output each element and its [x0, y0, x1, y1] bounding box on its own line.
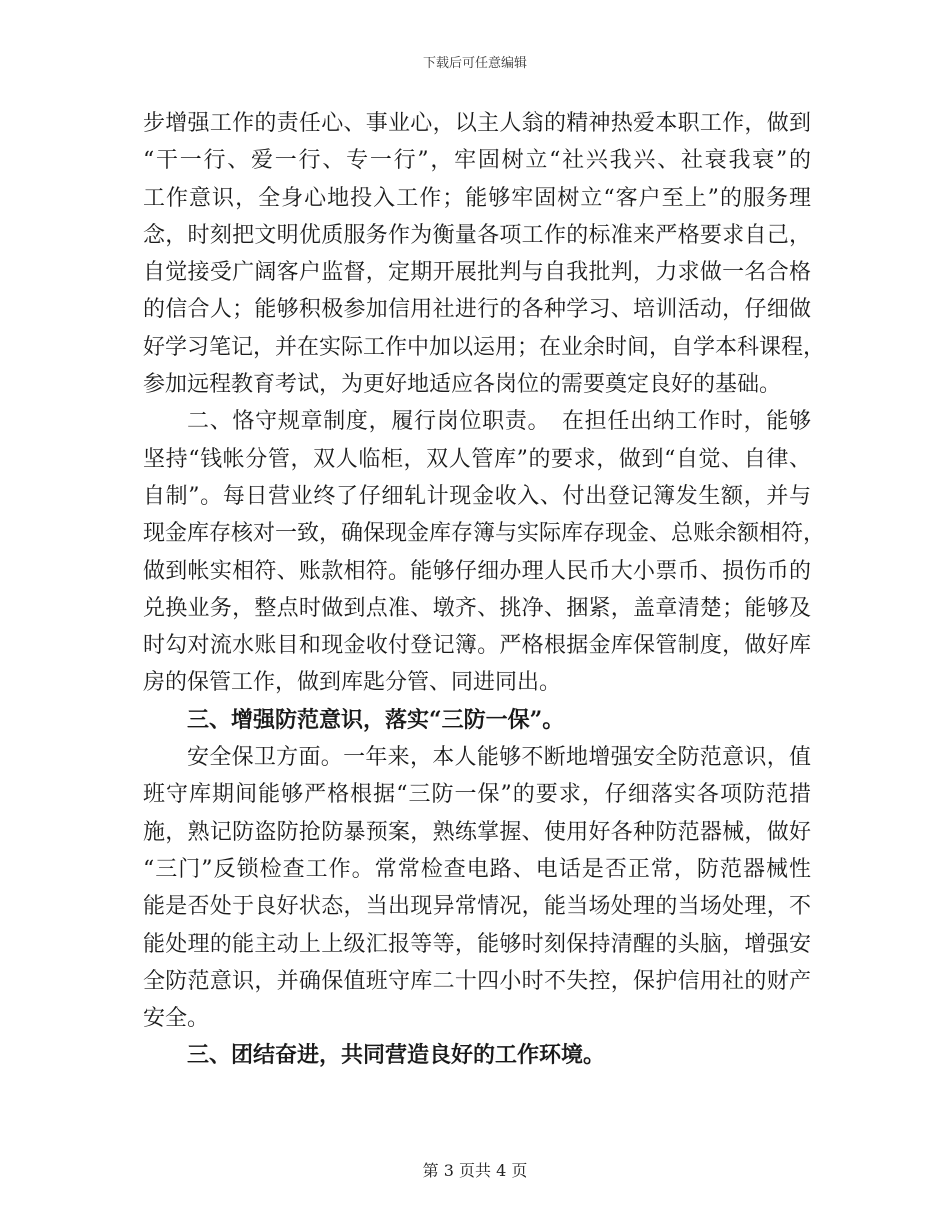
text-line: 步增强工作的责任心、事业心，以主人翁的精神热爱本职工作，做到 [143, 111, 811, 136]
text-line: 现金库存核对一致，确保现金库存簿与实际库存现金、总账余额相符， [143, 521, 826, 547]
text-line: 二、恪守规章制度，履行岗位职责。 在担任出纳工作时，能够 [187, 409, 811, 435]
section-heading: 三、团结奋进，共同营造良好的工作环境。 [187, 1042, 606, 1069]
text-line: 安全。 [143, 1006, 210, 1032]
text-line: 兑换业务，整点时做到点准、墩齐、挑净、捆紧，盖章清楚；能够及 [143, 595, 811, 621]
text-line: 房的保管工作，做到库匙分管、同进同出。 [143, 670, 562, 696]
text-line: 施，熟记防盗防抢防暴预案，熟练掌握、使用好各种防范器械，做好 [143, 819, 811, 845]
text-line: 工作意识，全身心地投入工作；能够牢固树立“客户至上”的服务理 [143, 185, 811, 211]
text-line: 班守库期间能够严格根据“三防一保”的要求，仔细落实各项防范措 [143, 782, 811, 808]
text-line: 全防范意识，并确保值班守库二十四小时不失控，保护信用社的财产 [143, 968, 811, 994]
text-line: 自觉接受广阔客户监督，定期开展批判与自我批判，力求做一名合格 [143, 260, 811, 286]
section-heading: 三、增强防范意识，落实“三防一保”。 [187, 706, 565, 733]
text-line: 好学习笔记，并在实际工作中加以运用；在业余时间，自学本科课程， [143, 334, 826, 360]
text-line: 自制”。每日营业终了仔细轧计现金收入、付出登记簿发生额，并与 [143, 483, 811, 509]
text-line: “干一行、爱一行、专一行”，牢固树立“社兴我兴、社衰我衰”的 [143, 148, 811, 174]
text-line: 能是否处于良好状态，当出现异常情况，能当场处理的当场处理，不 [143, 894, 811, 920]
text-line: 坚持“钱帐分管，双人临柜，双人管库”的要求，做到“自觉、自律、 [143, 446, 811, 472]
text-line: “三门”反锁检查工作。常常检查电路、电话是否正常，防范器械性 [143, 856, 811, 882]
document-body [143, 105, 826, 1075]
text-line: 做到帐实相符、账款相符。能够仔细办理人民币大小票币、损伤币的 [143, 558, 811, 584]
text-line: 安全保卫方面。一年来，本人能够不断地增强安全防范意识，值 [187, 745, 811, 771]
page-header: 下载后可任意编辑 [422, 56, 527, 71]
text-line: 能处理的能主动上上级汇报等等，能够时刻保持清醒的头脑，增强安 [143, 931, 811, 957]
text-line: 的信合人；能够积极参加信用社进行的各种学习、培训活动，仔细做 [143, 297, 811, 323]
text-line: 念，时刻把文明优质服务作为衡量各项工作的标准来严格要求自己， [143, 222, 811, 248]
text-line: 参加远程教育考试，为更好地适应各岗位的需要奠定良好的基础。 [143, 372, 782, 398]
text-line: 时勾对流水账目和现金收付登记簿。严格根据金库保管制度，做好库 [143, 633, 811, 659]
page-footer: 第 3 页共 4 页 [422, 1161, 528, 1180]
